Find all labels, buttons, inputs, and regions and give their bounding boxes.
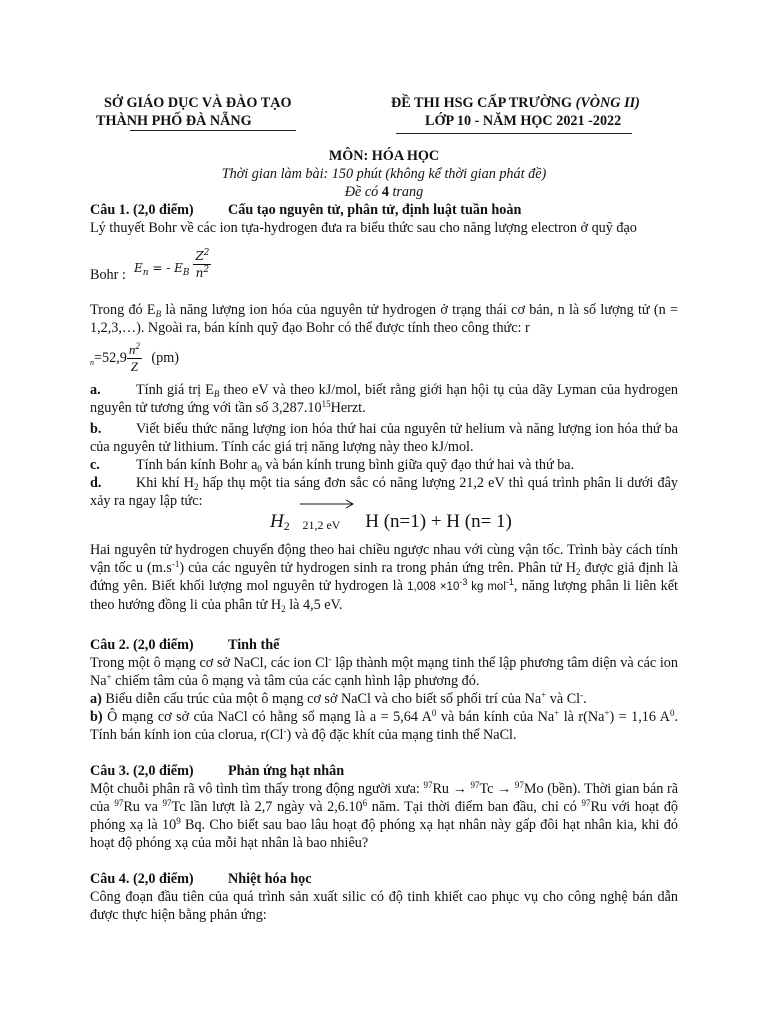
q1-part-d-details: Hai nguyên tử hydrogen chuyển động theo hai chiều ngược nhau với cùng vận tốc. Trình bày cách tính vận tốc u $(m.s^{-1})$ của các nguyên tử hydrogen sinh ra trong phản ứng trên. Phân tử $H_2$ được giả định là đứng yên. Biết khối lượng mol nguyên tử hydrogen là $1,008 \times 10^{-3}$ kg mol$^{-1}$, năng lượng phân li liên kết theo hướng đồng li của phân tử $H_2$ là 4,5 eV. <box>90 542 678 614</box>
question-1-heading <box>90 201 521 219</box>
q2-part-b: b) Ô mạng cơ sở của NaCl có hằng số mạng là a = 5,64 $A^0$ và bán kính của Na+ là r(Na+) = 1,16 $A^0$. Tính bán kính ion của clorua, r(Cl-) và độ đặc khít của mạng tinh thể NaCl. <box>90 708 678 743</box>
q1-intro: Lý thuyết Bohr về các ion tựa-hydrogen đưa ra biểu thức sau cho năng lượng electron ở quỹ đạo <box>90 220 637 236</box>
header-right-rule <box>396 133 632 134</box>
q2-part-a: a) Biểu diễn cấu trúc của một ô mạng cơ sở NaCl và cho biết số phối trí của Na+ và Cl-. <box>90 690 587 707</box>
q1-bohr-label: Bohr : <box>90 267 126 283</box>
q4-body: Công đoạn đầu tiên của quá trình sản xuất silic có độ tinh khiết cao phục vụ cho công nghệ bán dẫn được thực hiện bằng phản ứng: <box>90 889 678 923</box>
header-grade-year: LỚP 10 - NĂM HỌC 2021 -2022 <box>425 113 622 129</box>
q1-part-c: c. Tính bán kính Bohr $a_0$ và bán kính trung bình giữa quỹ đạo thứ hai và thứ ba. <box>90 457 575 474</box>
subject-title: MÔN: HÓA HỌC <box>328 148 440 164</box>
q1-part-d: d. Khi khí $H_2$ hấp thụ một tia sáng đơn sắc có năng lượng 21,2 eV thì quá trình phân li dưới đây xảy ra ngay lập tức: <box>90 475 679 509</box>
header-exam-title <box>391 94 640 112</box>
question-2-label: Câu 2. (2,0 điểm) <box>90 637 194 653</box>
exam-duration: Thời gian làm bài: 150 phút (không kể thời gian phát đề) <box>221 166 547 182</box>
question-2-topic: Tinh thể <box>228 637 280 653</box>
question-3-heading <box>90 762 344 780</box>
question-2-heading <box>90 636 279 654</box>
header-left-rule <box>130 130 296 131</box>
dissociation-reaction: $H_2$ 21,2 eV H (n=1) + H (n= 1) <box>270 510 512 535</box>
page-count: Đề có 4 trang <box>344 184 424 200</box>
exam-round: (VÒNG II) <box>575 95 640 111</box>
question-1-label: Câu 1. (2,0 điểm) <box>90 202 194 218</box>
question-3-label: Câu 3. (2,0 điểm) <box>90 763 194 779</box>
question-1-topic: Cấu tạo nguyên tử, phân tử, định luật tuần hoàn <box>228 202 522 218</box>
header-city: THÀNH PHỐ ĐÀ NẴNG <box>96 113 252 129</box>
reaction-arrow: 21,2 eV <box>298 510 356 535</box>
question-4-label: Câu 4. (2,0 điểm) <box>90 871 194 887</box>
energy-formula: $E_n$ = - $E_B$ $\frac{Z^2}{n^2}$ <box>134 248 210 280</box>
question-3-topic: Phản ứng hạt nhân <box>228 763 345 779</box>
exam-title-text: ĐỀ THI HSG CẤP TRƯỜNG <box>391 95 573 111</box>
q3-body: Một chuỗi phân rã vô tình tìm thấy trong động người xưa: $^{97}$Ru → $^{97}$Tc → $^{97}$Mo (bền). Thời gian bán rã của $^{97}$Ru va $^{97}$Tc lần lượt là 2,7 ngày và 2,6.10$^6$ năm. Tại thời điểm ban đầu, chỉ có $^{97}$Ru với hoạt độ phóng xạ là $10^9$ Bq. Cho biết sau bao lâu hoạt độ phóng xạ hạt nhân này gấp đôi hạt nhân kia, khi đó hoạt độ phóng xạ của mỗi hạt nhân là bao nhiêu? <box>90 780 679 851</box>
q2-intro: Trong một ô mạng cơ sở NaCl, các ion Cl- lập thành một mạng tinh thể lập phương tâm diện và các ion Na+ chiếm tâm của ô mạng và tâm của các cạnh hình lập phương đó. <box>90 654 678 689</box>
q1-part-b: b. Viết biểu thức năng lượng ion hóa thứ hai của nguyên tử helium và năng lượng ion hóa thứ ba của nguyên tử lithium. Tính các giá trị năng lượng này theo kJ/mol. <box>90 421 678 455</box>
q1-paragraph-2: Trong đó $E_B$ là năng lượng ion hóa của nguyên tử hydrogen ở trạng thái cơ bản, n là số lượng tử (n = 1,2,3,…). Ngoài ra, bán kính quỹ đạo Bohr có thể được tính theo công thức: r <box>90 302 679 336</box>
question-4-heading <box>90 870 312 888</box>
header-department: SỞ GIÁO DỤC VÀ ĐÀO TẠO <box>104 95 292 111</box>
question-4-topic: Nhiệt hóa học <box>228 871 312 887</box>
q1-part-a: a. Tính giá trị $E_B$ theo eV và theo kJ/mol, biết rằng giới hạn hội tụ của dãy Lyman của hydrogen nguyên tử tương ứng với tần số 3,287.10$^{15}$Herzt. <box>90 382 678 416</box>
radius-formula: $_n$=52,9 $\frac{n^2}{Z}$ (pm) <box>90 341 179 374</box>
